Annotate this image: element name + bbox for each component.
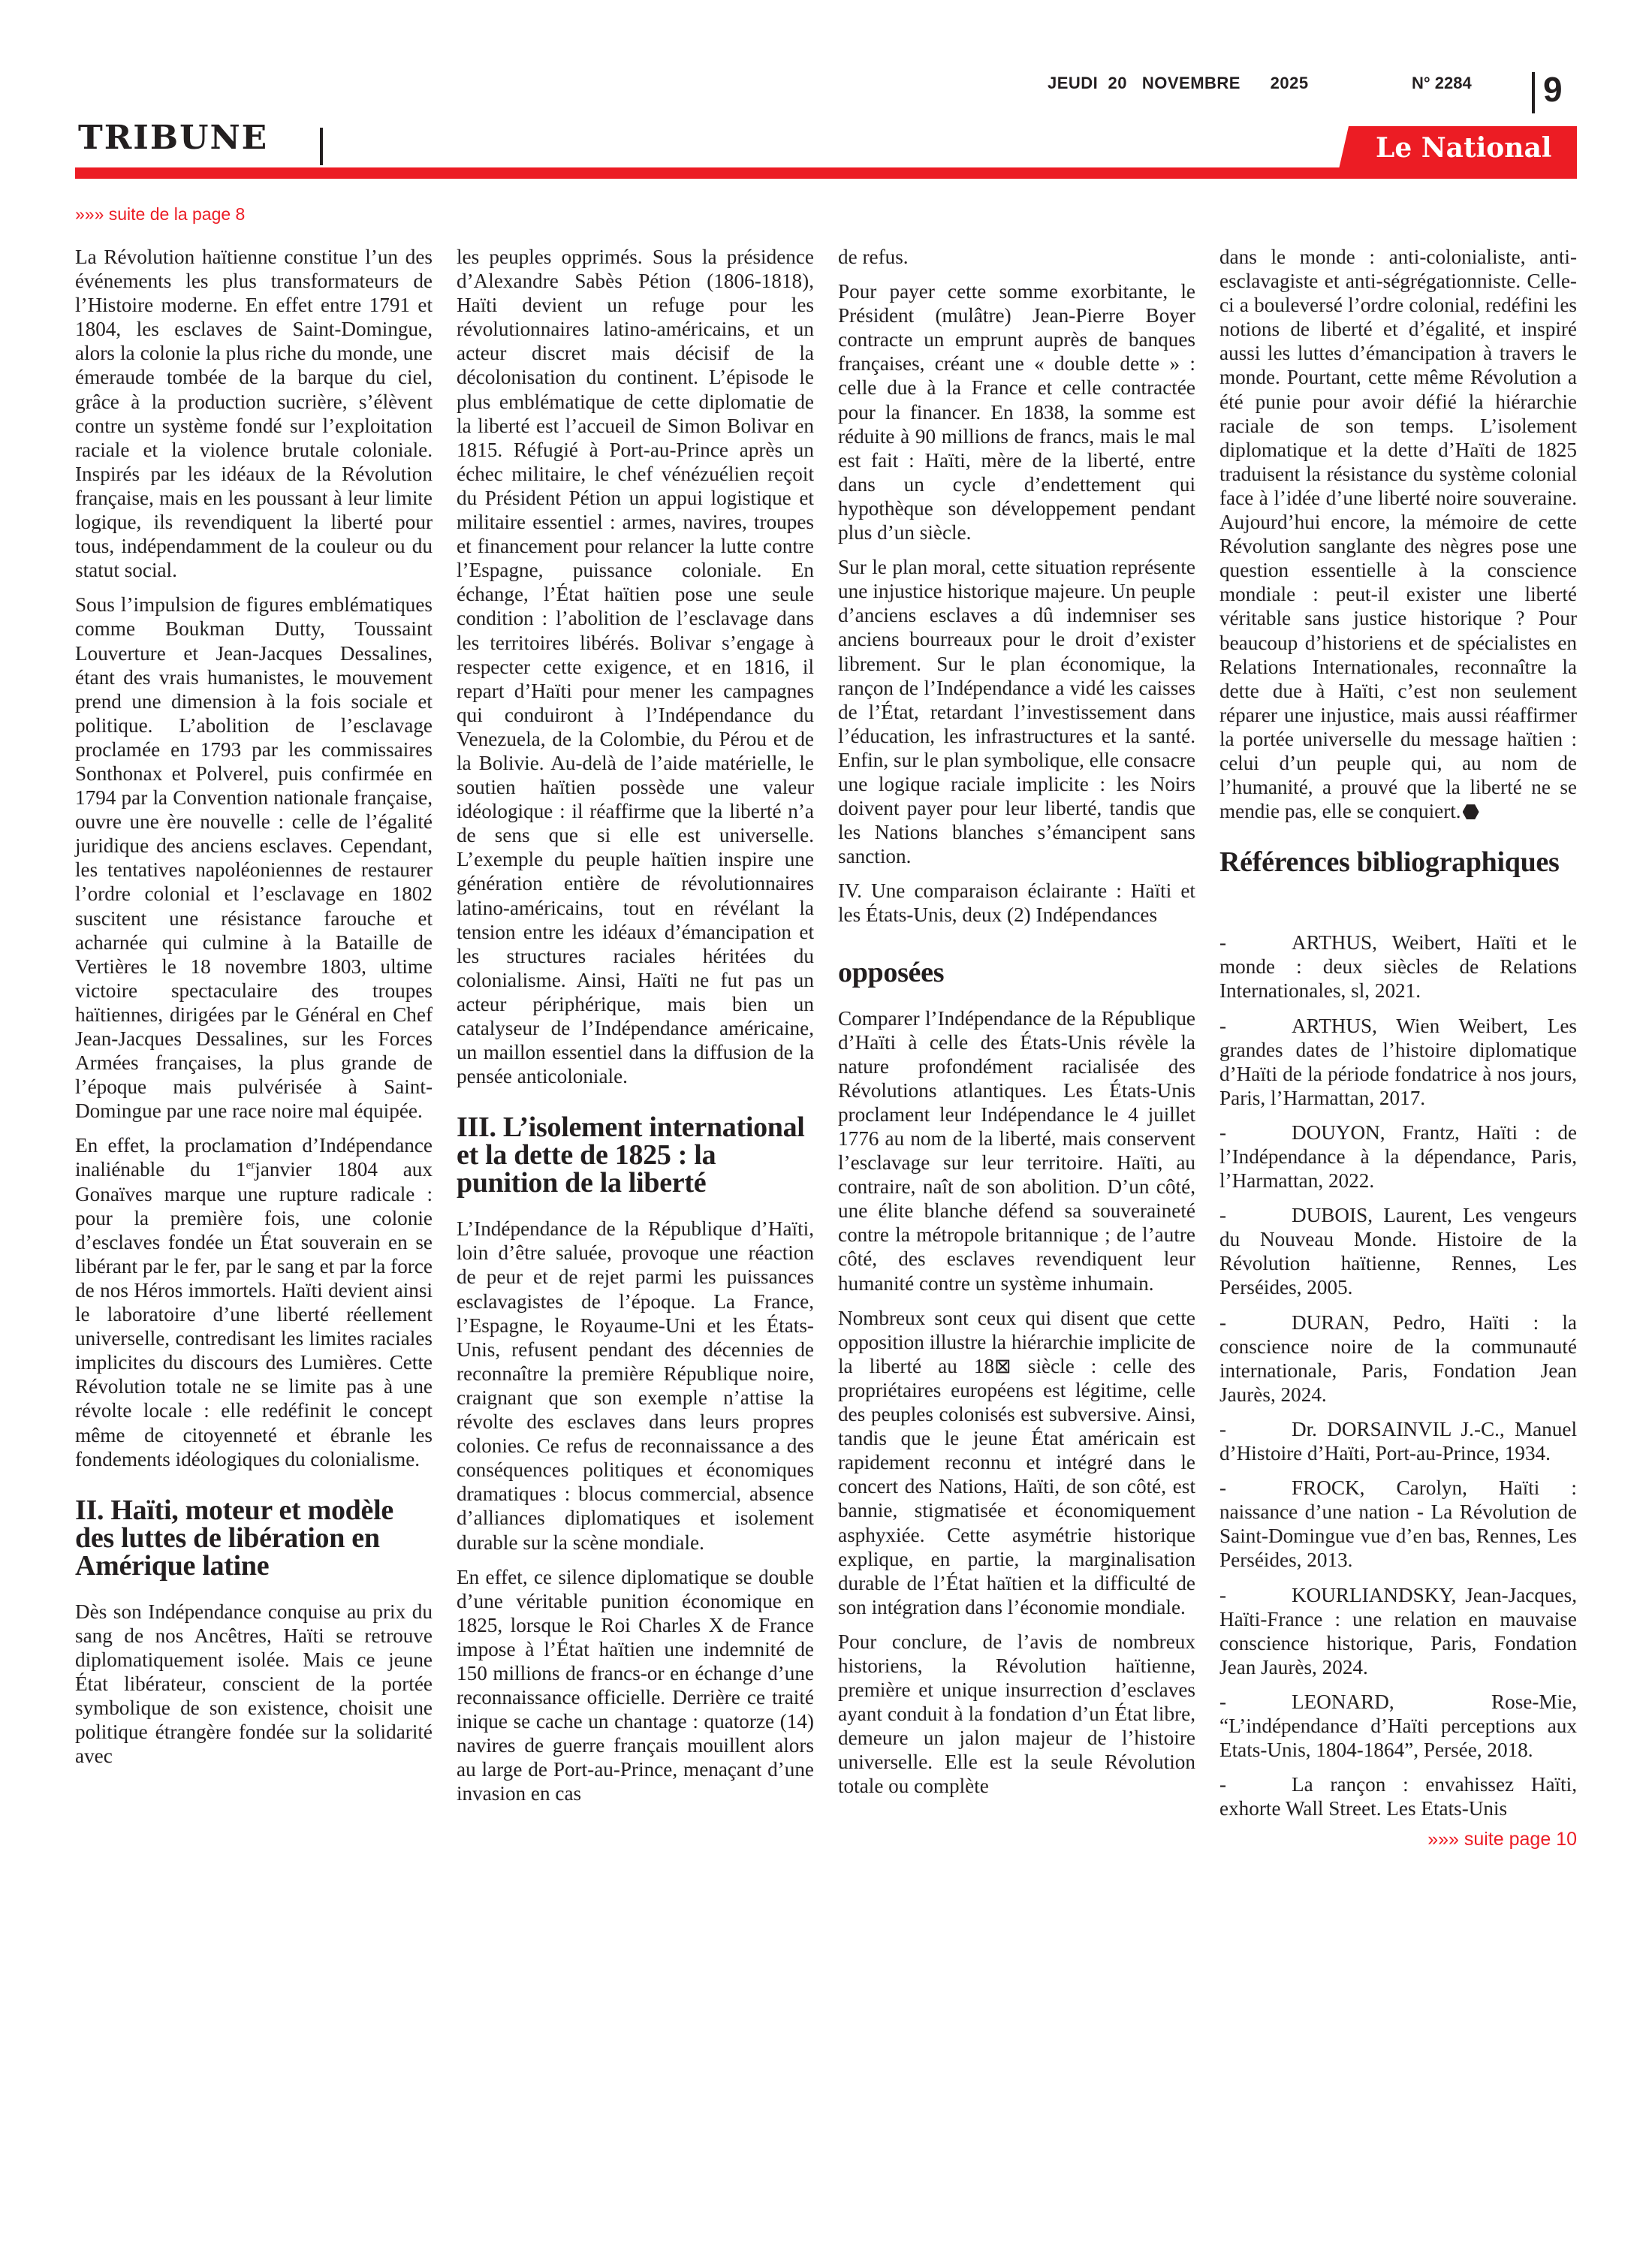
reference-item (1219, 1203, 1577, 1299)
reference-bullet: - (1219, 1476, 1227, 1500)
date-day: JEUDI (1048, 74, 1099, 92)
continued-from-link[interactable]: »»» suite de la page 8 (75, 204, 246, 224)
paragraph-text: dans le monde : anti-colonialiste, anti-esclavagiste et anti-ségrégationniste. Celle-ci a bouleversé l’ordre colonial, redéfini les notions de liberté et d’égalité, et inspiré aussi les luttes d’émancipation à travers le monde. Pourtant, cette même Révolution a été punie pour avoir défié la hiérarchie raciale de son temps. L’isolement diplomatique et la dette d’Haïti de 1825 traduisent la résistance du système colonial face à l’idée d’une liberté noire souveraine. Aujourd’hui encore, la mémoire de cette Révolution sanglante des nègres pose une question essentielle à la conscience mondiale : peut-il exister une liberté véritable sans justice historique ? Pour beaucoup d’historiens et de spécialistes en Relations Internationales, reconnaître la dette due à Haïti, c’est non seulement réparer une injustice, mais aussi réaffirmer la portée universelle du message haïtien : celui d’un peuple qui, au nom de l’humanité, a prouvé que la liberté ne se mendie pas, elle se conquiert. (1219, 246, 1577, 823)
reference-text: DUBOIS, Laurent, Les vengeurs du Nouveau Monde. Histoire de la Révolution haïtienne, Rennes, Les Perséides, 2005. (1219, 1204, 1577, 1299)
end-of-article-icon (1463, 804, 1479, 819)
reference-bullet: - (1219, 1310, 1227, 1334)
reference-item (1219, 1417, 1577, 1465)
reference-item (1219, 1476, 1577, 1572)
paragraph: Comparer l’Indépendance de la République d’Haïti à celle des États-Unis révèle la nature profondément racialisée des Révolutions atlantiques. Les États-Unis proclament leur Indépendance le 4 juillet 1776 au nom de la liberté, mais conservent l’esclavage sur leur territoire. Haïti, au contraire, naît de son abolition. D’un côté, une élite blanche défend sa souveraineté contre la métropole britannique ; de l’autre côté, des esclaves revendiquent leur humanité contre un système inhumain. (838, 1006, 1195, 1295)
section-divider (320, 128, 323, 165)
date-year: 2025 (1270, 74, 1309, 92)
reference-text: Dr. DORSAINVIL J.-C., Manuel d’Histoire d’Haïti, Port-au-Prince, 1934. (1219, 1417, 1577, 1465)
reference-text: ARTHUS, Weibert, Haïti et le monde : deux siècles de Relations Internationales, sl, 2021. (1219, 931, 1577, 1003)
reference-bullet: - (1219, 1690, 1227, 1713)
issue-date (1048, 74, 1309, 93)
reference-item (1219, 1120, 1577, 1193)
reference-bullet: - (1219, 1014, 1227, 1037)
section-heading-3: III. L’isolement international et la dette de 1825 : la punition de la liberté (457, 1111, 805, 1199)
references-heading: Références bibliographiques (1219, 846, 1560, 879)
reference-item (1219, 1690, 1577, 1762)
reference-bullet: - (1219, 1773, 1227, 1796)
paragraph: Pour payer cette somme exorbitante, le Président (mulâtre) Jean-Pierre Boyer contracte un emprunt auprès de banques françaises, créant une « double dette » : celle due à la France et celle contractée pour la financer. En 1838, la somme est réduite à 90 millions de francs, mais le mal est fait : Haïti, mère de la liberté, entre dans un cycle d’endettement qui hypothèque son développement pendant plus d’un siècle. (838, 280, 1195, 544)
reference-item (1219, 1583, 1577, 1679)
reference-bullet: - (1219, 1120, 1227, 1144)
article-column-3 (838, 245, 1195, 1809)
paragraph-text: En effet, la proclamation d’Indépendance inaliénable du 1 (75, 1134, 433, 1181)
reference-text: DOUYON, Frantz, Haïti : de l’Indépendance à la dépendance, Paris, l’Harmattan, 2022. (1219, 1120, 1577, 1193)
paragraph: les peuples opprimés. Sous la présidence d’Alexandre Sabès Pétion (1806-1818), Haïti devient un refuge pour les révolutionnaires latino-américains, et un acteur discret mais décisif de la décolonisation du continent. L’épisode le plus emblématique de cette diplomatie de la liberté est l’accueil de Simon Bolivar en 1815. Réfugié à Port-au-Prince après un échec militaire, le chef vénézuélien reçoit du Président Pétion un appui logistique et militaire essentiel : armes, navires, troupes et financement pour relancer la lutte contre l’Espagne, puissance coloniale. En échange, l’État haïtien pose une seule condition : l’abolition de l’esclavage dans les territoires libérés. Bolivar s’engage à respecter cette exigence, et en 1816, il repart d’Haïti pour mener les campagnes qui conduiront à l’Indépendance du Venezuela, de la Colombie, du Pérou et de la Bolivie. Au-delà de l’aide matérielle, le soutien haïtien possède une valeur idéologique : il réaffirme que la liberté n’a de sens que si elle est universelle. L’exemple du peuple haïtien inspire une génération entière de révolutionnaires latino-américains, tout en révélant la tension entre les idéaux d’émancipation et les structures raciales héritées du colonialisme. Ainsi, Haïti ne fut pas un acteur périphérique, mais bien un catalyseur de l’Indépendance américaine, un maillon essentiel dans la diffusion de la pensée anticoloniale. (457, 246, 814, 1088)
reference-text: DURAN, Pedro, Haïti : la conscience noire de la communauté internationale, Paris, Fondation Jean Jaurès, 2024. (1219, 1310, 1577, 1406)
reference-text: FROCK, Carolyn, Haïti : naissance d’une nation - La Révolution de Saint-Domingue vue d’en bas, Rennes, Les Perséides, 2013. (1219, 1476, 1577, 1572)
reference-item (1219, 1014, 1577, 1110)
reference-text: LEONARD, Rose-Mie, “L’indépendance d’Haïti perceptions aux Etats-Unis, 1804-1864”, Persée, 2018. (1219, 1690, 1577, 1762)
date-number: 20 (1108, 74, 1128, 92)
paragraph (1219, 245, 1577, 823)
issue-number: N° 2284 (1412, 74, 1472, 92)
superscript: er (246, 1160, 255, 1172)
continued-to-link[interactable]: »»» suite page 10 (1427, 1829, 1577, 1850)
article-column-4 (1219, 245, 1577, 1850)
section-subheading-4: IV. Une comparaison éclairante : Haïti et les États-Unis, deux (2) Indépendances (838, 879, 1195, 927)
section-heading-2: II. Haïti, moteur et modèle des luttes de libération en Amérique latine (75, 1494, 393, 1582)
article-column-1 (75, 245, 433, 1778)
reference-bullet: - (1219, 931, 1227, 955)
paragraph: Sur le plan moral, cette situation représente une injustice historique majeure. Un peuple d’anciens esclaves a dû indemniser ses anciens bourreaux pour le droit d’exister librement. Sur le plan économique, la rançon de l’Indépendance a vidé les caisses de l’État, retardant l’investissement dans l’éducation, les infrastructures et la santé. Enfin, sur le plan symbolique, elle consacre une logique raciale implicite : les Noirs doivent payer pour leur liberté, tandis que les Nations blanches s’émancipent sans sanction. (838, 556, 1195, 868)
paragraph: Pour conclure, de l’avis de nombreux historiens, la Révolution haïtienne, première et unique insurrection d’esclaves ayant conduit à la fondation d’un État libre, demeure un jalon majeur de l’histoire universelle. Elle est la seule Révolution totale ou complète (838, 1630, 1195, 1798)
section-title: TRIBUNE (78, 119, 269, 157)
paragraph: Dès son Indépendance conquise au prix du sang de nos Ancêtres, Haïti se retrouve diplomatiquement isolée. Mais ce jeune État libérateur, conscient de la portée symbolique de son existence, choisit une politique étrangère fondée sur la solidarité avec (75, 1600, 433, 1768)
reference-bullet: - (1219, 1204, 1227, 1227)
references-list (1219, 930, 1577, 1820)
article-column-2 (457, 245, 814, 1817)
reference-text: La rançon : envahissez Haïti, exhorte Wall Street. Les Etats-Unis (1219, 1773, 1577, 1820)
reference-item (1219, 1310, 1577, 1407)
reference-bullet: - (1219, 1583, 1227, 1606)
reference-text: ARTHUS, Wien Weibert, Les grandes dates de l’histoire diplomatique d’Haïti de la période fondatrice à nos jours, Paris, l’Harmattan, 2017. (1219, 1014, 1577, 1109)
paragraph: En effet, ce silence diplomatique se double d’une véritable punition économique en 1825, lorsque le Roi Charles X de France impose à l’État haïtien une indemnité de 150 millions de francs-or en échange d’une reconnaissance officielle. Derrière ce traité inique se cache un chantage : quatorze (14) navires de guerre français mouillent alors au large de Port-au-Prince, menaçant d’une invasion en cas (457, 1565, 814, 1805)
paragraph: de refus. (838, 246, 909, 268)
paragraph-text: janvier 1804 aux Gonaïves marque une rupture radicale : pour la première fois, une colonie d’esclaves fondée un État souverain en se libérant par le fer, par le sang et par la force de nos Héros immortels. Haïti devient ainsi le laboratoire d’une liberté réellement universelle, contredisant les limites raciales implicites du discours des Lumières. Cette Révolution totale ne se limite pas à une révolte locale : elle redéfinit le concept même de citoyenneté et ébranle les fondements idéologiques du colonialisme. (75, 1158, 433, 1470)
page-number-divider (1532, 72, 1535, 113)
paragraph (75, 1133, 433, 1470)
reference-bullet: - (1219, 1417, 1227, 1440)
date-month: NOVEMBRE (1141, 74, 1241, 92)
paragraph: L’Indépendance de la République d’Haïti, loin d’être saluée, provoque une réaction de peur et de rejet parmi les puissances esclavagistes de l’époque. La France, l’Espagne, le Royaume-Uni et les États-Unis, refusent pendant des décennies de reconnaître la première République noire, craignant que son exemple n’attise la révolte des esclaves dans leurs propres colonies. Ce refus de reconnaissance a des conséquences politiques et économiques dramatiques : blocus commercial, absence d’alliances diplomatiques et isolement durable sur la scène mondiale. (457, 1217, 814, 1554)
brand-logo: Le National (1376, 132, 1552, 164)
paragraph: La Révolution haïtienne constitue l’un des événements les plus transformateurs de l’Histoire moderne. En effet entre 1791 et 1804, les esclaves de Saint-Domingue, alors la colonie la plus riche du monde, une émeraude tombée de la barque du ciel, grâce à la production sucrière, s’élèvent contre un système fondé sur l’exploitation raciale et la violence brutale coloniale. Inspirés par les idéaux de la Révolution française, mais en les poussant à leur limite logique, ils revendiquent la liberté pour tous, indépendamment de la couleur ou du statut social. (75, 246, 433, 582)
section-heading-4: opposées (838, 956, 945, 988)
page-number: 9 (1543, 70, 1563, 109)
reference-text: KOURLIANDSKY, Jean-Jacques, Haïti-France : une relation en mauvaise conscience historique, Paris, Fondation Jean Jaurès, 2024. (1219, 1583, 1577, 1678)
paragraph: Sous l’impulsion de figures emblématiques comme Boukman Dutty, Toussaint Louverture et Jean-Jacques Dessalines, étant des vrais humanistes, le mouvement prend une dimension à la fois sociale et politique. L’abolition de l’esclavage proclamée en 1793 par les commissaires Sonthonax et Polverel, puis confirmée en 1794 par la Convention nationale française, ouvre une ère nouvelle : celle de l’égalité juridique des anciens esclaves. Cependant, les tentatives napoléoniennes de restaurer l’ordre colonial et l’esclavage en 1802 suscitent une résistance farouche et acharnée qui culmine à la Bataille de Vertières le 18 novembre 1803, ultime victoire spectaculaire des troupes haïtiennes, dirigées par le Général en Chef Jean-Jacques Dessalines, sur les Forces Armées françaises, la plus grande de l’époque mais pulvérisée à Saint-Domingue par une race noire mal équipée. (75, 593, 433, 1123)
reference-item (1219, 930, 1577, 1003)
paragraph: Nombreux sont ceux qui disent que cette opposition illustre la hiérarchie implicite de la liberté au 18⊠ siècle : celle des propriétaires européens est légitime, celle des peuples colonisés est subversive. Ainsi, tandis que le jeune État américain est rapidement reconnu et intégré dans le concert des Nations, Haïti, de son côté, est bannie, stigmatisée et économiquement asphyxiée. Cette asymétrie historique explique, en partie, la marginalisation durable de l’État haïtien et la difficulté de son intégration dans l’économie mondiale. (838, 1306, 1195, 1618)
reference-item (1219, 1772, 1577, 1820)
